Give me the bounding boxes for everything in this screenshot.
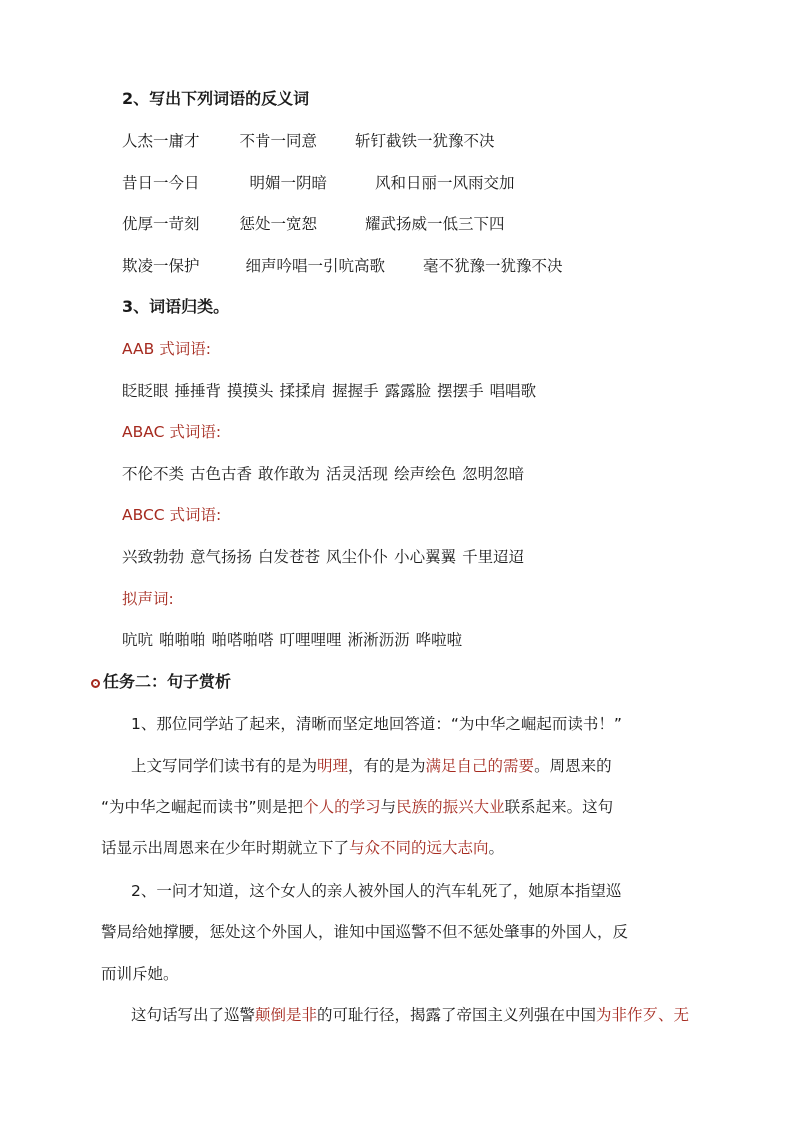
highlight-run: 民族的振兴大业	[396, 798, 505, 816]
text-run: 。周恩来的	[534, 757, 612, 775]
antonym-pair: 欺凌一保护	[122, 257, 200, 275]
group-label-abcc: ABCC 式词语:	[122, 506, 222, 524]
word: 摆摆手	[437, 382, 484, 400]
antonym-pair: 耀武扬威一低三下四	[365, 215, 505, 233]
word: 古色古香	[190, 465, 253, 483]
antonym-row	[122, 173, 515, 193]
highlight-run: 明理	[317, 757, 349, 775]
text-run: 上文写同学们读书有的是为	[131, 757, 318, 775]
circle-bullet-icon	[91, 679, 100, 688]
word: 淅淅沥沥	[347, 631, 410, 649]
word: 敢作敢为	[258, 465, 321, 483]
word: 揉揉肩	[279, 382, 327, 400]
word-list-abcc	[122, 547, 530, 567]
analysis-1-line-2	[101, 797, 613, 817]
word: 绘声绘色	[394, 465, 457, 483]
highlight-run: 为非作歹、无	[596, 1006, 690, 1024]
antonym-row	[122, 214, 505, 234]
word: 小心翼翼	[394, 548, 457, 566]
highlight-run: 满足自己的需要	[425, 757, 535, 775]
word: 露露脸	[384, 382, 432, 400]
word: 眨眨眼	[122, 382, 169, 400]
highlight-run: 颠倒是非	[255, 1006, 318, 1024]
word: 意气扬扬	[190, 548, 253, 566]
antonym-pair: 人杰一庸才	[122, 132, 200, 150]
text-run: 的可耻行径，揭露了帝国主义列强在中国	[317, 1006, 597, 1024]
text-run: 联系起来。这句	[504, 798, 614, 816]
word: 吭吭	[122, 631, 154, 649]
word: 兴致勃勃	[122, 548, 185, 566]
antonym-pair: 明媚一阴暗	[249, 174, 328, 192]
antonym-pair: 优厚一苛刻	[122, 215, 200, 233]
analysis-2-line-1	[131, 1005, 689, 1025]
group-label-abac: ABAC 式词语:	[122, 423, 222, 441]
sentence-2-line-2: 警局给她撑腰，惩处这个外国人，谁知中国巡警不但不惩处肇事的外国人，反	[101, 923, 629, 941]
sentence-2-line-1: 2、一问才知道，这个女人的亲人被外国人的汽车轧死了，她原本指望巡	[131, 882, 622, 900]
sentence-2-line-3: 而训斥她。	[101, 965, 179, 983]
analysis-1-line-3	[101, 838, 504, 858]
word: 白发苍苍	[258, 548, 321, 566]
word: 活灵活现	[326, 465, 389, 483]
word: 啪嗒啪嗒	[211, 631, 274, 649]
word: 唱唱歌	[489, 382, 537, 400]
text-run: 与	[380, 798, 397, 816]
antonym-pair: 细声吟唱一引吭高歌	[245, 257, 386, 275]
task2-heading-row	[91, 672, 231, 692]
antonym-pair: 不肯一同意	[239, 132, 318, 150]
highlight-run: 与众不同的远大志向	[349, 839, 489, 857]
word: 风尘仆仆	[326, 548, 389, 566]
word: 捶捶背	[174, 382, 222, 400]
antonym-pair: 风和日丽一风雨交加	[375, 174, 515, 192]
word-list-abac	[122, 464, 530, 484]
section2-heading: 2、写出下列词语的反义词	[122, 89, 310, 108]
group-label-aab: AAB 式词语:	[122, 340, 211, 358]
antonym-pair: 惩处一宽恕	[239, 215, 318, 233]
antonym-row	[122, 131, 495, 151]
word: 叮哩哩哩	[279, 631, 342, 649]
text-run: 。	[488, 839, 505, 857]
text-run: 这句话写出了巡警	[131, 1006, 256, 1024]
word-list-aab	[122, 381, 542, 401]
word: 摸摸头	[227, 382, 274, 400]
text-run: 话显示出周恩来在少年时期就立下了	[101, 839, 350, 857]
word: 握握手	[332, 382, 379, 400]
text-run: “为中华之崛起而读书”则是把	[101, 798, 304, 816]
word: 哗啦啦	[415, 631, 463, 649]
task2-heading: 任务二：句子赏析	[103, 672, 232, 691]
antonym-pair: 昔日一今日	[122, 174, 200, 192]
text-run: ，有的是为	[348, 757, 426, 775]
antonym-pair: 斩钉截铁一犹豫不决	[355, 132, 495, 150]
word: 忽明忽暗	[462, 465, 525, 483]
analysis-1-line-1	[131, 756, 612, 776]
word: 千里迢迢	[462, 548, 525, 566]
word: 不伦不类	[122, 465, 185, 483]
highlight-run: 个人的学习	[303, 798, 381, 816]
section3-heading: 3、词语归类。	[122, 297, 230, 316]
antonym-row	[122, 256, 563, 276]
word-list-onomatopoeia	[122, 630, 468, 650]
group-label-onomatopoeia: 拟声词:	[122, 590, 174, 608]
sentence-1: 1、那位同学站了起来，清晰而坚定地回答道：“为中华之崛起而读书！”	[131, 715, 622, 733]
antonym-pair: 毫不犹豫一犹豫不决	[423, 257, 563, 275]
word: 啪啪啪	[159, 631, 206, 649]
